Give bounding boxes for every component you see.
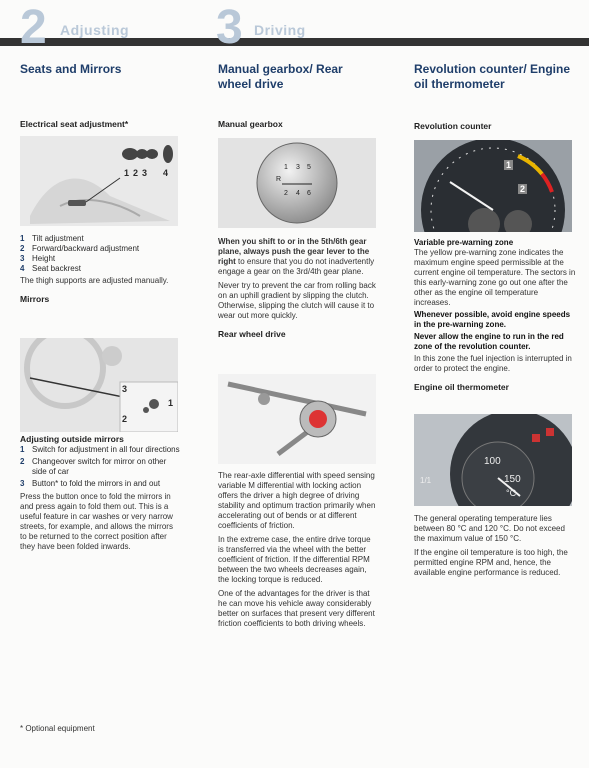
fuel-injection-text: In this zone the fuel injection is interrupted in order to protect the engine. <box>414 354 572 373</box>
subheading-rear-wheel-drive: Rear wheel drive <box>218 329 286 339</box>
oil-text-block <box>414 514 576 578</box>
seat-callout-3: 3 <box>142 168 148 178</box>
prewarning-text: The yellow pre-warning zone indicates the maximum engine speed permissible at the current engine oil temperature. The sectors in this early-warning zone go out one after the other as the engine oil temperature increases. <box>414 248 576 307</box>
differential-text-3: One of the advantages for the driver is that he can move his vehicle away considerably better on surfaces that present very different friction coefficients to both driving wheels. <box>218 589 375 628</box>
header-bar <box>0 38 589 46</box>
heading-seats-mirrors: Seats and Mirrors <box>20 62 122 76</box>
gearbox-text-block <box>218 237 378 339</box>
avoid-prewarning-text: Whenever possible, avoid engine speeds in the pre-warning zone. <box>414 310 571 329</box>
seat-callout-4: 4 <box>163 168 169 178</box>
mirror-fold-text: Press the button once to fold the mirrors in and press again to fold them out. This is a useful feature in car washes or very narrow streets, for example, and allows the mirrors to be returned to the correct position after they have been folded inwards. <box>20 492 173 551</box>
revolution-text-block <box>414 238 576 392</box>
rev-callout-2: 2 <box>520 184 526 194</box>
gear-knob-image <box>218 138 376 228</box>
oil-thermometer-image <box>414 414 572 506</box>
oil-temp-high-text: If the engine oil temperature is too high, the permitted engine RPM and, hence, the available engine performance is reduced. <box>414 548 568 577</box>
list-item: 3 Button* to fold the mirrors in and out <box>20 479 161 488</box>
fuel-label: 1/1 <box>420 476 432 485</box>
subheading-oil-thermometer: Engine oil thermometer <box>414 382 509 392</box>
red-zone-warning-text: Never allow the engine to run in the red zone of the revolution counter. <box>414 332 564 351</box>
mirror-adjust-block <box>20 434 180 552</box>
heading-gearbox: Manual gearbox/ Rear wheel drive <box>218 62 343 91</box>
gear-label-r: R <box>276 176 282 183</box>
gear-label-4: 4 <box>296 190 300 197</box>
seat-control-image <box>20 136 178 226</box>
list-item: 2 Changeover switch for mirror on other side of car <box>20 457 167 476</box>
list-item: 4 Seat backrest <box>20 264 81 273</box>
column-seats-mirrors <box>20 62 180 129</box>
column-revolution <box>414 62 576 131</box>
differential-image <box>218 374 376 464</box>
footnote-optional: * Optional equipment <box>20 724 95 733</box>
gearbox-instruction <box>218 237 378 277</box>
gear-label-5: 5 <box>307 164 311 171</box>
mirror-callout-2: 2 <box>122 414 128 424</box>
seat-items-list <box>20 234 180 274</box>
gearbox-instruction-rest: to ensure that you do not inadvertently engage a gear on the 3rd/4th gear plane. <box>218 257 375 276</box>
subheading-revolution-counter: Revolution counter <box>414 121 492 131</box>
section-3-number: 3 <box>216 1 243 54</box>
section-3-title: Driving <box>254 22 306 38</box>
subheading-adjusting-mirrors: Adjusting outside mirrors <box>20 434 124 444</box>
gear-label-1: 1 <box>284 164 288 171</box>
differential-text-2: In the extreme case, the entire drive torque is transferred via the wheel with the better coefficient of friction. If the differential RPM between the two wheels decreases again, the locking torque is reduced. <box>218 535 371 584</box>
subheading-electrical-seat: Electrical seat adjustment* <box>20 119 129 129</box>
gear-label-6: 6 <box>307 190 311 197</box>
section-2-number: 2 <box>20 1 47 54</box>
oil-temp-range-text: The general operating temperature lies between 80 °C and 120 °C. Do not exceed the maximum value of 150 °C. <box>414 514 565 543</box>
subheading-manual-gearbox: Manual gearbox <box>218 119 283 129</box>
mirror-items-list <box>20 445 180 489</box>
gear-label-3: 3 <box>296 164 300 171</box>
mirror-control-image <box>20 338 178 432</box>
seat-adjust-block <box>20 234 180 304</box>
gearbox-instruction-bold: When you shift to or in the 5th/6th gear plane, always push the gear lever to the right <box>218 237 370 266</box>
prewarning-heading: Variable pre-warning zone <box>414 238 514 247</box>
differential-text-block <box>218 471 378 629</box>
section-2-title: Adjusting <box>60 22 130 38</box>
revolution-counter-image <box>414 140 572 232</box>
list-item: 1 Switch for adjustment in all four directions <box>20 445 180 454</box>
list-item: 3 Height <box>20 254 56 263</box>
therm-label-150: 150 <box>504 474 521 485</box>
clutch-warning-text: Never try to prevent the car from rolling back on an uphill gradient by slipping the clutch. Otherwise, slipping the clutch will cause it to wear out more quickly. <box>218 281 376 320</box>
heading-revolution: Revolution counter/ Engine oil thermometer <box>414 62 571 91</box>
therm-label-unit: °C <box>506 488 517 498</box>
seat-callout-1: 1 <box>124 168 130 178</box>
mirror-callout-3: 3 <box>122 384 128 394</box>
list-item: 2 Forward/backward adjustment <box>20 244 140 253</box>
seat-callout-2: 2 <box>133 168 139 178</box>
list-item: 1 Tilt adjustment <box>20 234 84 243</box>
mirror-callout-1: 1 <box>168 398 174 408</box>
subheading-mirrors: Mirrors <box>20 294 50 304</box>
therm-label-100: 100 <box>484 456 501 467</box>
gear-label-2: 2 <box>284 190 288 197</box>
column-gearbox <box>218 62 378 129</box>
thigh-support-text: The thigh supports are adjusted manually. <box>20 276 169 285</box>
rev-callout-1: 1 <box>506 160 512 170</box>
differential-text-1: The rear-axle differential with speed sensing variable M differential with locking action offers the driver a high degree of driving stability and optimum traction primarily when accelerating out of bends or at different coefficients of friction. <box>218 471 376 530</box>
